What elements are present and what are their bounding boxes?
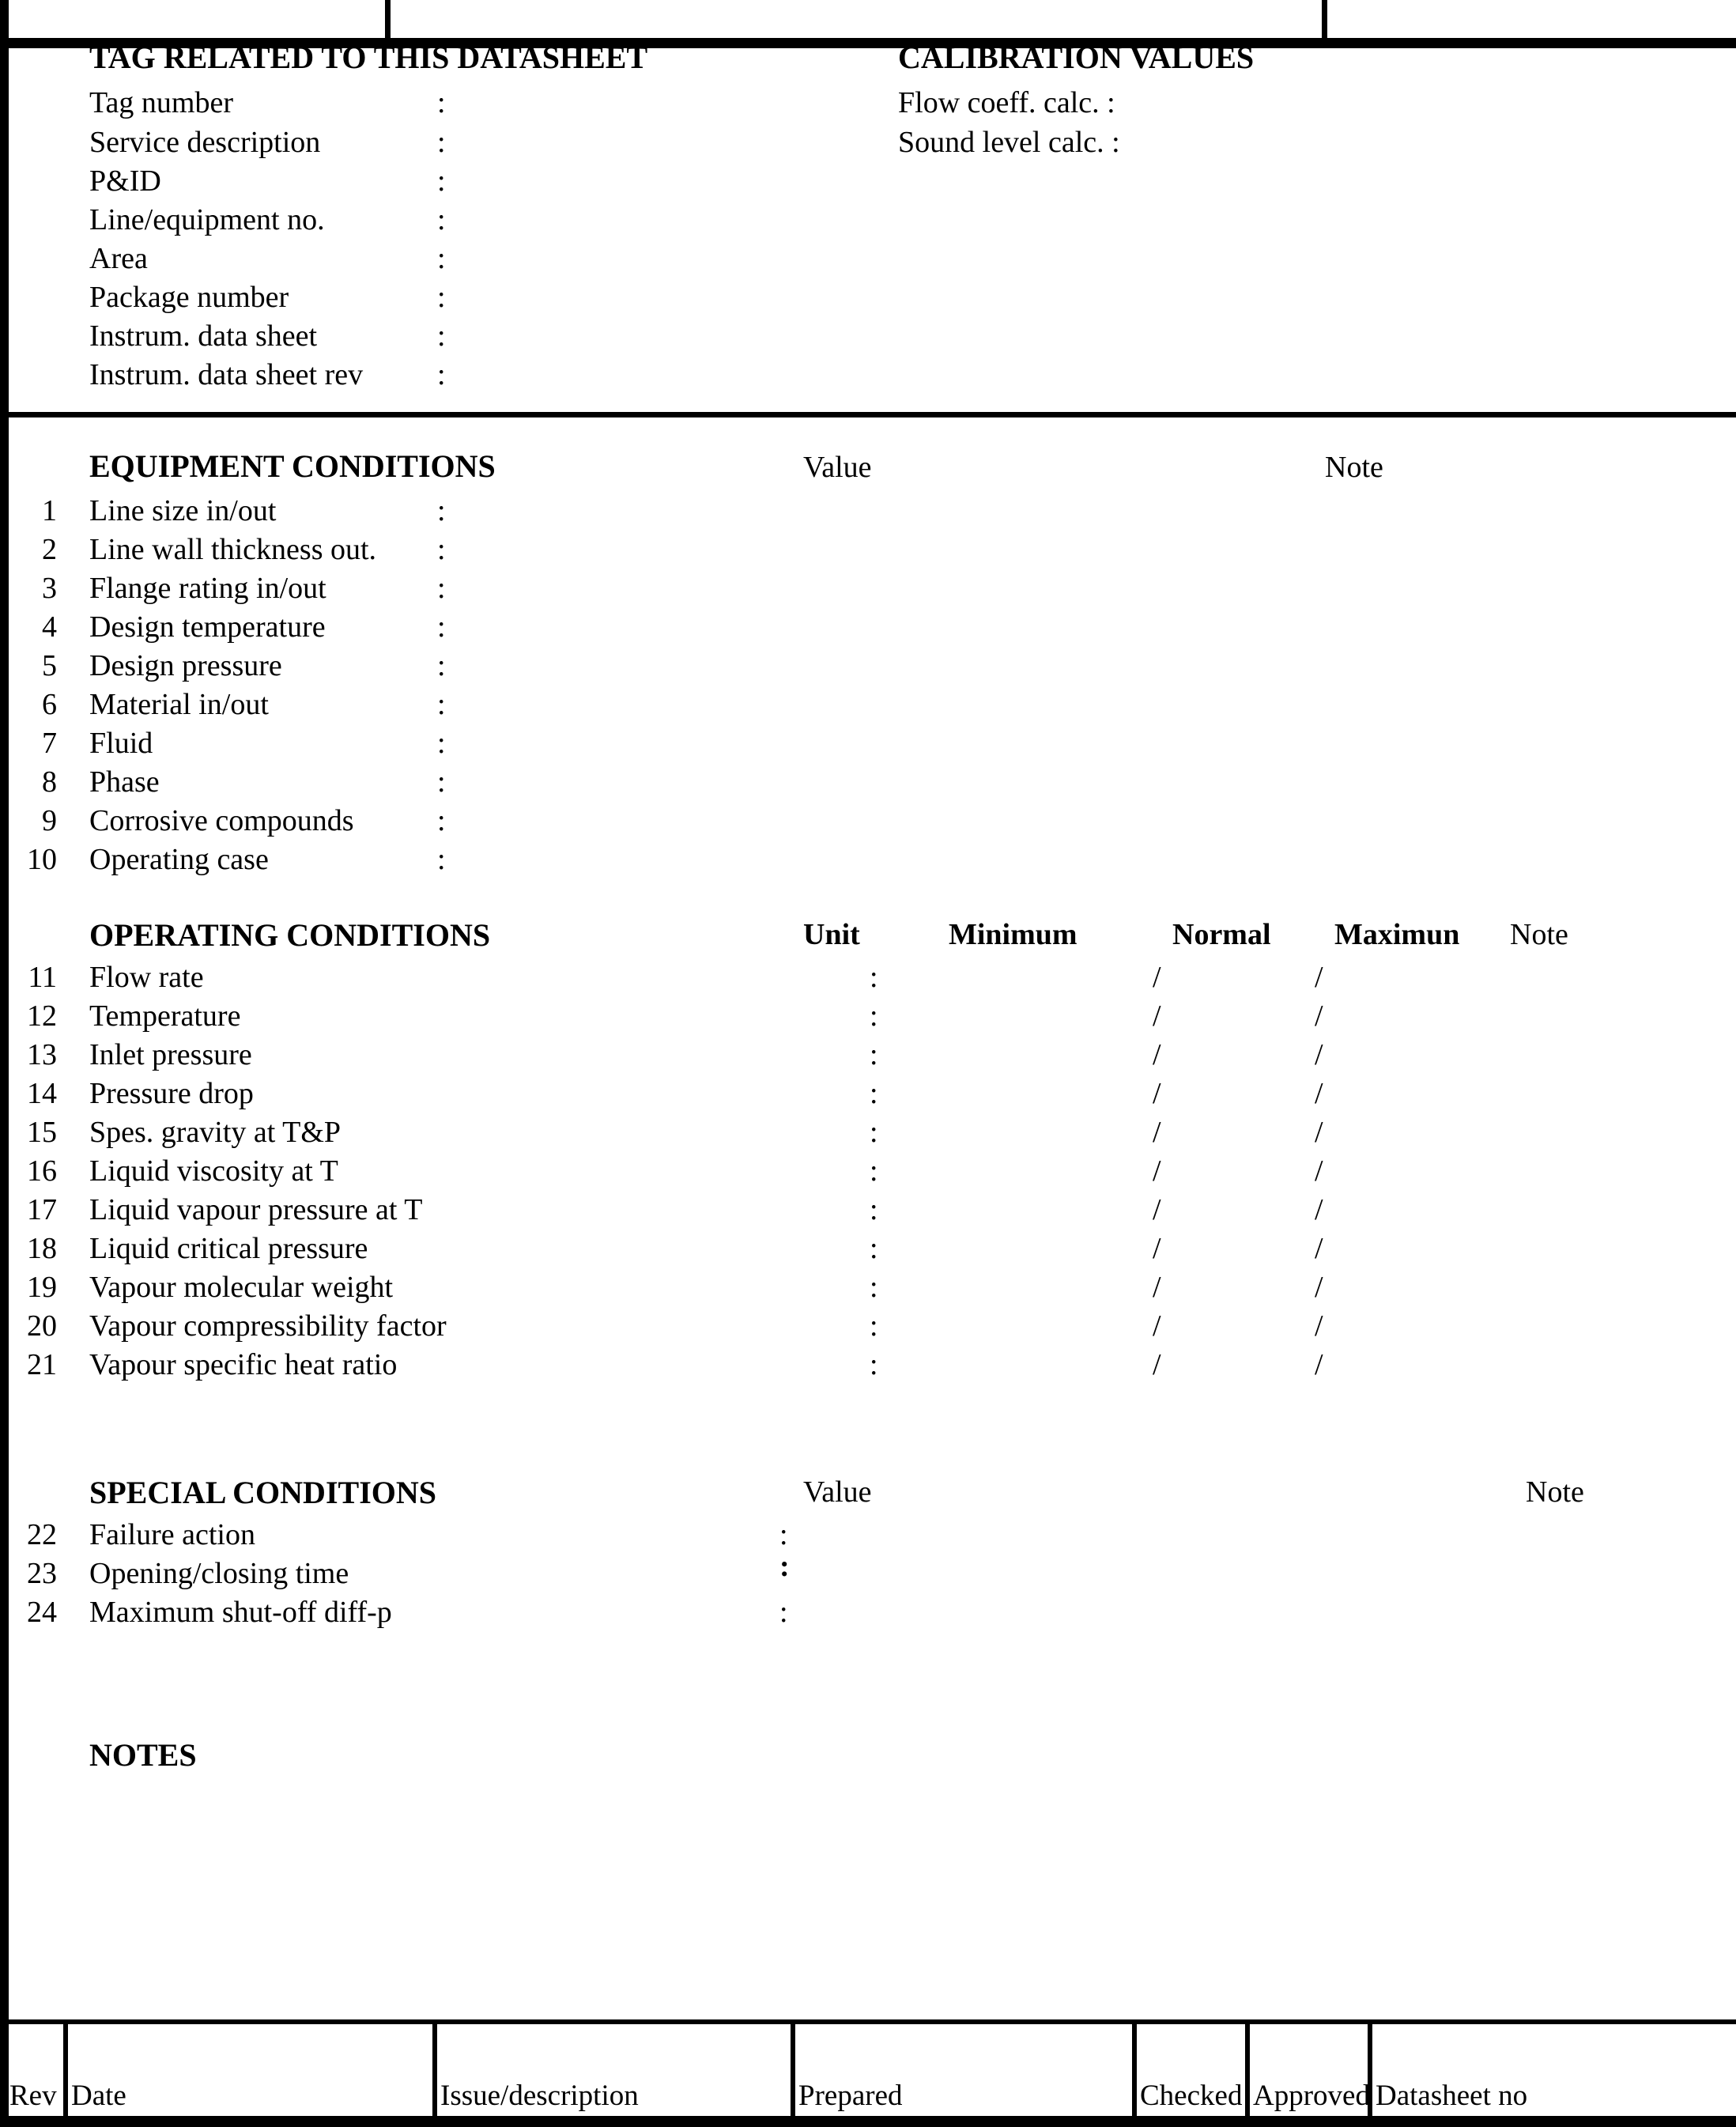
operating-section-heading: OPERATING CONDITIONS (89, 917, 491, 953)
operating-row-no-17: 17 (27, 1193, 57, 1226)
operating-maximum-fill-area[interactable] (1332, 957, 1490, 1384)
operating-row-slash-a-13: / (1153, 1038, 1161, 1071)
operating-row-label-16: Liquid viscosity at T (89, 1154, 338, 1188)
footer-divider-date-issue (432, 2024, 437, 2117)
operating-row-slash-b-12: / (1315, 999, 1323, 1033)
footer-column-issue-description: Issue/description (440, 2080, 639, 2112)
special-row-colon-23: : (779, 1550, 790, 1583)
operating-row-no-15: 15 (27, 1116, 57, 1149)
equipment-section-heading: EQUIPMENT CONDITIONS (89, 448, 496, 484)
special-row-no-24: 24 (27, 1596, 57, 1629)
tag-field-colon-5: : (437, 242, 446, 275)
equipment-row-no-3: 3 (42, 572, 57, 605)
footer-divider-prepared-checked (1132, 2024, 1137, 2117)
tag-section-rule (9, 412, 1736, 417)
equipment-row-label-7: Fluid (89, 727, 153, 760)
equipment-row-label-1: Line size in/out (89, 494, 277, 527)
equipment-row-colon-6: : (437, 688, 446, 721)
special-values-fill-area[interactable] (806, 1514, 1502, 1641)
special-row-colon-22: : (779, 1518, 788, 1551)
equipment-row-colon-7: : (437, 727, 446, 760)
operating-row-label-20: Vapour compressibility factor (89, 1309, 447, 1343)
equipment-row-label-6: Material in/out (89, 688, 269, 721)
operating-row-slash-a-11: / (1153, 961, 1161, 994)
footer-cell-approved[interactable] (1251, 2026, 1364, 2075)
operating-row-slash-a-12: / (1153, 999, 1161, 1033)
operating-row-slash-b-11: / (1315, 961, 1323, 994)
operating-row-colon-12: : (870, 999, 878, 1033)
equipment-values-fill-area[interactable] (474, 490, 1265, 878)
operating-column-header-minimum: Minimum (949, 918, 1077, 951)
tag-field-colon-1: : (437, 86, 446, 119)
operating-row-colon-19: : (870, 1271, 878, 1304)
footer-column-datasheet-no: Datasheet no (1376, 2080, 1528, 2112)
operating-row-no-19: 19 (27, 1271, 57, 1304)
tag-field-colon-3: : (437, 164, 446, 198)
tag-values-fill-area[interactable] (474, 81, 854, 391)
operating-row-colon-18: : (870, 1232, 878, 1265)
special-row-no-22: 22 (27, 1518, 57, 1551)
equipment-row-label-9: Corrosive compounds (89, 804, 354, 837)
operating-row-colon-17: : (870, 1193, 878, 1226)
footer-column-prepared: Prepared (798, 2080, 903, 2112)
page-left-border (0, 0, 9, 2127)
operating-row-slash-b-17: / (1315, 1193, 1323, 1226)
tag-field-label-instrum-data-sheet-rev: Instrum. data sheet rev (89, 358, 364, 391)
operating-row-no-13: 13 (27, 1038, 57, 1071)
top-row-divider-2 (1322, 0, 1327, 38)
operating-row-no-18: 18 (27, 1232, 57, 1265)
operating-row-label-17: Liquid vapour pressure at T (89, 1193, 423, 1226)
operating-minimum-fill-area[interactable] (893, 957, 1146, 1384)
equipment-row-label-8: Phase (89, 765, 160, 799)
footer-cell-issue[interactable] (439, 2026, 787, 2075)
footer-column-checked: Checked (1140, 2080, 1243, 2112)
tag-field-colon-8: : (437, 358, 446, 391)
operating-notes-fill-area[interactable] (1506, 957, 1711, 1384)
operating-column-header-unit: Unit (803, 918, 860, 951)
operating-row-slash-b-21: / (1315, 1348, 1323, 1381)
equipment-row-label-2: Line wall thickness out. (89, 533, 377, 566)
footer-divider-rev-date (63, 2024, 68, 2117)
special-row-no-23: 23 (27, 1557, 57, 1590)
special-notes-fill-area[interactable] (1518, 1514, 1715, 1641)
equipment-row-label-3: Flange rating in/out (89, 572, 326, 605)
equipment-row-colon-10: : (437, 843, 446, 876)
tag-section-heading: TAG RELATED TO THIS DATASHEET (89, 40, 648, 75)
equipment-row-colon-4: : (437, 610, 446, 644)
operating-row-label-18: Liquid critical pressure (89, 1232, 368, 1265)
operating-row-slash-a-20: / (1153, 1309, 1161, 1343)
special-row-label-24: Maximum shut-off diff-p (89, 1596, 392, 1629)
operating-row-label-12: Temperature (89, 999, 241, 1033)
special-column-header-value: Value (803, 1475, 872, 1509)
footer-cell-checked[interactable] (1138, 2026, 1241, 2075)
equipment-row-label-4: Design temperature (89, 610, 326, 644)
tag-field-label-package-number: Package number (89, 281, 289, 314)
notes-fill-area[interactable] (89, 1791, 1694, 2004)
equipment-row-no-5: 5 (42, 649, 57, 682)
operating-row-colon-20: : (870, 1309, 878, 1343)
equipment-column-header-value: Value (803, 451, 872, 484)
footer-column-date: Date (71, 2080, 126, 2112)
footer-top-rule (9, 2019, 1736, 2024)
operating-row-colon-14: : (870, 1077, 878, 1110)
calibration-section-heading: CALIBRATION VALUES (898, 40, 1255, 75)
operating-row-slash-a-15: / (1153, 1116, 1161, 1149)
operating-row-slash-a-18: / (1153, 1232, 1161, 1265)
tag-field-colon-2: : (437, 126, 446, 159)
tag-field-label-tag-number: Tag number (89, 86, 234, 119)
equipment-row-label-10: Operating case (89, 843, 269, 876)
equipment-row-no-10: 10 (27, 843, 57, 876)
operating-row-no-14: 14 (27, 1077, 57, 1110)
operating-row-no-16: 16 (27, 1154, 57, 1188)
top-row-divider-1 (385, 0, 391, 38)
notes-section-heading: NOTES (89, 1737, 197, 1773)
operating-row-label-11: Flow rate (89, 961, 204, 994)
equipment-row-colon-9: : (437, 804, 446, 837)
operating-row-slash-b-19: / (1315, 1271, 1323, 1304)
operating-row-slash-a-17: / (1153, 1193, 1161, 1226)
footer-divider-issue-prepared (791, 2024, 795, 2117)
operating-row-slash-b-16: / (1315, 1154, 1323, 1188)
equipment-row-no-2: 2 (42, 533, 57, 566)
operating-column-header-normal: Normal (1172, 918, 1271, 951)
equipment-row-no-4: 4 (42, 610, 57, 644)
operating-row-label-13: Inlet pressure (89, 1038, 252, 1071)
equipment-row-colon-2: : (437, 533, 446, 566)
operating-row-colon-21: : (870, 1348, 878, 1381)
special-row-label-22: Failure action (89, 1518, 255, 1551)
operating-row-slash-b-14: / (1315, 1077, 1323, 1110)
equipment-notes-fill-area[interactable] (1320, 490, 1715, 878)
tag-field-label-area: Area (89, 242, 148, 275)
calibration-field-sound-level-calc: Sound level calc. : (898, 126, 1120, 159)
calibration-field-flow-coeff-calc: Flow coeff. calc. : (898, 86, 1115, 119)
footer-divider-checked-approved (1245, 2024, 1250, 2117)
equipment-row-no-1: 1 (42, 494, 57, 527)
special-row-label-23: Opening/closing time (89, 1557, 349, 1590)
operating-row-slash-a-14: / (1153, 1077, 1161, 1110)
equipment-row-label-5: Design pressure (89, 649, 282, 682)
equipment-row-colon-1: : (437, 494, 446, 527)
footer-cell-datasheet-no[interactable] (1374, 2026, 1730, 2075)
operating-row-slash-a-16: / (1153, 1154, 1161, 1188)
operating-row-colon-15: : (870, 1116, 878, 1149)
equipment-row-colon-5: : (437, 649, 446, 682)
operating-row-no-21: 21 (27, 1348, 57, 1381)
tag-field-colon-6: : (437, 281, 446, 314)
operating-row-no-20: 20 (27, 1309, 57, 1343)
equipment-row-no-9: 9 (42, 804, 57, 837)
equipment-row-colon-8: : (437, 765, 446, 799)
operating-normal-fill-area[interactable] (1170, 957, 1312, 1384)
footer-cell-date[interactable] (70, 2026, 429, 2075)
footer-column-approved: Approved (1253, 2080, 1370, 2112)
equipment-row-no-7: 7 (42, 727, 57, 760)
operating-row-slash-b-15: / (1315, 1116, 1323, 1149)
operating-row-label-21: Vapour specific heat ratio (89, 1348, 398, 1381)
operating-row-slash-a-19: / (1153, 1271, 1161, 1304)
operating-row-colon-13: : (870, 1038, 878, 1071)
operating-row-no-11: 11 (28, 961, 57, 994)
operating-row-colon-16: : (870, 1154, 878, 1188)
operating-row-slash-b-20: / (1315, 1309, 1323, 1343)
operating-row-slash-b-18: / (1315, 1232, 1323, 1265)
equipment-row-no-6: 6 (42, 688, 57, 721)
calibration-values-fill-area[interactable] (1154, 81, 1628, 168)
special-column-header-note: Note (1526, 1475, 1584, 1509)
equipment-row-no-8: 8 (42, 765, 57, 799)
special-section-heading: SPECIAL CONDITIONS (89, 1475, 437, 1510)
footer-cell-rev[interactable] (11, 2026, 60, 2075)
operating-row-slash-b-13: / (1315, 1038, 1323, 1071)
operating-row-colon-11: : (870, 961, 878, 994)
tag-field-label-service-description: Service description (89, 126, 321, 159)
special-row-colon-24: : (779, 1596, 788, 1629)
tag-field-label-pid: P&ID (89, 164, 161, 198)
operating-row-label-19: Vapour molecular weight (89, 1271, 394, 1304)
footer-bottom-rule (0, 2116, 1736, 2127)
tag-field-colon-4: : (437, 203, 446, 236)
operating-row-label-15: Spes. gravity at T&P (89, 1116, 342, 1149)
operating-row-label-14: Pressure drop (89, 1077, 254, 1110)
footer-column-rev: Rev (9, 2080, 57, 2112)
equipment-row-colon-3: : (437, 572, 446, 605)
tag-field-label-line-equipment-no: Line/equipment no. (89, 203, 325, 236)
operating-row-no-12: 12 (27, 999, 57, 1033)
tag-field-colon-7: : (437, 319, 446, 353)
operating-column-header-note: Note (1510, 918, 1568, 951)
tag-field-label-instrum-data-sheet: Instrum. data sheet (89, 319, 318, 353)
operating-row-slash-a-21: / (1153, 1348, 1161, 1381)
operating-column-header-maximum: Maximun (1334, 918, 1460, 951)
equipment-column-header-note: Note (1325, 451, 1383, 484)
footer-cell-prepared[interactable] (797, 2026, 1129, 2075)
